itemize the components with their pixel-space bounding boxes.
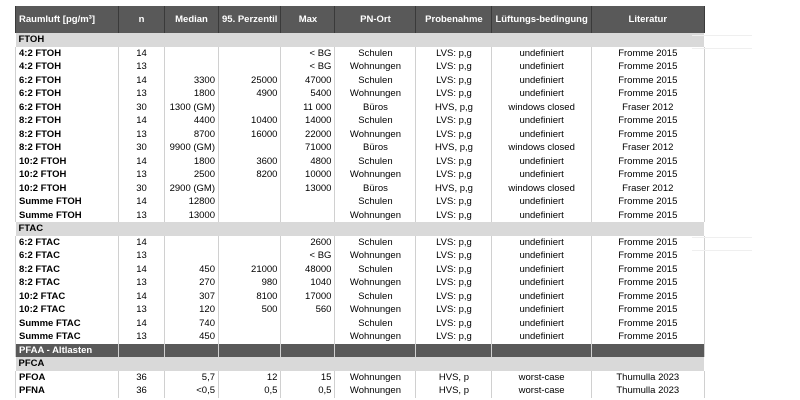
substance-cell[interactable]: 4:2 FTOH [16,60,119,74]
section-header-row [16,344,705,358]
p95-cell[interactable]: 3600 [219,155,281,169]
p95-cell[interactable] [219,101,281,115]
max-cell[interactable] [281,317,335,331]
literatur-cell[interactable]: Fromme 2015 [591,263,704,277]
probenahme-cell[interactable]: LVS: p,g [416,276,492,290]
substance-cell[interactable]: 10:2 FTOH [16,182,119,196]
pn-ort-cell[interactable]: Wohnungen [335,249,416,263]
group-header-row [16,33,705,47]
n-cell[interactable]: 14 [119,114,165,128]
n-cell[interactable]: 14 [119,47,165,61]
empty-cell[interactable] [416,344,492,358]
max-cell[interactable]: < BG [281,60,335,74]
empty-cell[interactable] [119,357,165,371]
lueftung-cell[interactable]: undefiniert [492,128,591,142]
lueftung-cell[interactable]: undefiniert [492,155,591,169]
lueftung-cell[interactable]: undefiniert [492,249,591,263]
median-cell[interactable]: 450 [165,263,219,277]
probenahme-cell[interactable]: HVS, p,g [416,141,492,155]
empty-cell[interactable] [335,344,416,358]
probenahme-cell[interactable]: LVS: p,g [416,47,492,61]
median-cell[interactable]: 740 [165,317,219,331]
empty-cell[interactable] [591,344,704,358]
lueftung-cell[interactable]: undefiniert [492,168,591,182]
table-row [16,87,705,101]
substance-cell[interactable]: 10:2 FTAC [16,303,119,317]
pn-ort-cell[interactable]: Wohnungen [335,276,416,290]
pn-ort-cell[interactable]: Schulen [335,263,416,277]
probenahme-cell[interactable]: LVS: p,g [416,128,492,142]
pn-ort-cell[interactable]: Schulen [335,290,416,304]
literatur-cell[interactable]: Fromme 2015 [591,236,704,250]
substance-cell[interactable]: 8:2 FTOH [16,128,119,142]
header-row [16,6,705,33]
p95-cell[interactable]: 25000 [219,74,281,88]
literatur-cell[interactable]: Fromme 2015 [591,74,704,88]
lueftung-cell[interactable]: undefiniert [492,236,591,250]
n-cell[interactable]: 13 [119,87,165,101]
lueftung-cell[interactable]: undefiniert [492,263,591,277]
median-cell[interactable]: 120 [165,303,219,317]
p95-cell[interactable] [219,47,281,61]
p95-cell[interactable]: 0,5 [219,384,281,398]
table-row [16,114,705,128]
empty-cell[interactable] [119,33,165,47]
max-cell[interactable]: 48000 [281,263,335,277]
n-cell[interactable]: 13 [119,303,165,317]
group-header-row [16,357,705,371]
empty-cell[interactable] [219,222,281,236]
pn-ort-cell[interactable]: Wohnungen [335,303,416,317]
gridline [692,237,752,238]
table-row [16,141,705,155]
n-cell[interactable]: 13 [119,209,165,223]
probenahme-cell[interactable]: LVS: p,g [416,114,492,128]
lueftung-cell[interactable]: worst-case [492,384,591,398]
substance-cell[interactable]: PFOA [16,371,119,385]
substance-cell[interactable]: Summe FTOH [16,209,119,223]
group-label[interactable]: FTAC [16,222,119,236]
lueftung-cell[interactable]: worst-case [492,371,591,385]
col-header-p95[interactable]: 95. Perzentil [219,6,281,33]
empty-cell[interactable] [335,357,416,371]
n-cell[interactable]: 14 [119,236,165,250]
p95-cell[interactable]: 4900 [219,87,281,101]
empty-cell[interactable] [335,222,416,236]
max-cell[interactable]: 1040 [281,276,335,290]
probenahme-cell[interactable]: LVS: p,g [416,87,492,101]
col-header-literatur[interactable]: Literatur [591,6,704,33]
col-header-pn-ort[interactable]: PN-Ort [335,6,416,33]
substance-cell[interactable]: 6:2 FTOH [16,101,119,115]
median-cell[interactable]: 450 [165,330,219,344]
probenahme-cell[interactable]: LVS: p,g [416,330,492,344]
table-row [16,303,705,317]
probenahme-cell[interactable]: LVS: p,g [416,60,492,74]
substance-cell[interactable]: 10:2 FTAC [16,290,119,304]
group-header-row [16,222,705,236]
table-row [16,290,705,304]
substance-cell[interactable]: 6:2 FTOH [16,87,119,101]
literatur-cell[interactable]: Fromme 2015 [591,87,704,101]
table-row [16,384,705,398]
empty-cell[interactable] [119,222,165,236]
table-row [16,128,705,142]
probenahme-cell[interactable]: LVS: p,g [416,209,492,223]
empty-cell[interactable] [416,222,492,236]
col-header-median[interactable]: Median [165,6,219,33]
p95-cell[interactable] [219,236,281,250]
table-row [16,249,705,263]
n-cell[interactable]: 36 [119,371,165,385]
median-cell[interactable]: <0,5 [165,384,219,398]
lueftung-cell[interactable]: undefiniert [492,209,591,223]
n-cell[interactable]: 14 [119,155,165,169]
empty-cell[interactable] [219,344,281,358]
n-cell[interactable]: 14 [119,195,165,209]
n-cell[interactable]: 13 [119,276,165,290]
p95-cell[interactable] [219,141,281,155]
substance-cell[interactable]: 10:2 FTOH [16,155,119,169]
literatur-cell[interactable]: Fromme 2015 [591,195,704,209]
empty-cell[interactable] [492,344,591,358]
probenahme-cell[interactable]: LVS: p,g [416,317,492,331]
probenahme-cell[interactable]: HVS, p,g [416,101,492,115]
pn-ort-cell[interactable]: Wohnungen [335,168,416,182]
literatur-cell[interactable]: Fromme 2015 [591,114,704,128]
median-cell[interactable]: 307 [165,290,219,304]
max-cell[interactable] [281,330,335,344]
probenahme-cell[interactable]: HVS, p [416,371,492,385]
substance-cell[interactable]: 6:2 FTAC [16,249,119,263]
section-label[interactable]: PFAA - Altlasten [16,344,119,358]
substance-cell[interactable]: Summe FTAC [16,330,119,344]
table-row [16,263,705,277]
max-cell[interactable]: 11 000 [281,101,335,115]
median-cell[interactable]: 5,7 [165,371,219,385]
substance-cell[interactable]: 10:2 FTOH [16,168,119,182]
literatur-cell[interactable]: Fromme 2015 [591,168,704,182]
substance-cell[interactable]: 8:2 FTAC [16,263,119,277]
lueftung-cell[interactable]: undefiniert [492,87,591,101]
lueftung-cell[interactable]: windows closed [492,101,591,115]
empty-cell[interactable] [591,222,704,236]
median-cell[interactable]: 4400 [165,114,219,128]
median-cell[interactable]: 1800 [165,155,219,169]
lueftung-cell[interactable]: windows closed [492,141,591,155]
median-cell[interactable] [165,60,219,74]
max-cell[interactable]: 14000 [281,114,335,128]
literatur-cell[interactable]: Fromme 2015 [591,276,704,290]
n-cell[interactable]: 14 [119,74,165,88]
table-row [16,276,705,290]
empty-cell[interactable] [591,357,704,371]
gridline [692,250,752,251]
table-row [16,168,705,182]
empty-cell[interactable] [335,33,416,47]
max-cell[interactable]: 17000 [281,290,335,304]
literatur-cell[interactable]: Fromme 2015 [591,209,704,223]
empty-cell[interactable] [416,357,492,371]
median-cell[interactable]: 9900 (GM) [165,141,219,155]
p95-cell[interactable]: 500 [219,303,281,317]
probenahme-cell[interactable]: LVS: p,g [416,263,492,277]
table-row [16,317,705,331]
lueftung-cell[interactable]: undefiniert [492,47,591,61]
empty-cell[interactable] [219,33,281,47]
pn-ort-cell[interactable]: Büros [335,101,416,115]
pn-ort-cell[interactable]: Wohnungen [335,209,416,223]
median-cell[interactable]: 1800 [165,87,219,101]
table-row [16,60,705,74]
probenahme-cell[interactable]: LVS: p,g [416,290,492,304]
probenahme-cell[interactable]: LVS: p,g [416,236,492,250]
lueftung-cell[interactable]: windows closed [492,182,591,196]
pn-ort-cell[interactable]: Wohnungen [335,330,416,344]
p95-cell[interactable] [219,60,281,74]
table-row [16,236,705,250]
max-cell[interactable]: 15 [281,371,335,385]
gridline [692,35,752,36]
pn-ort-cell[interactable]: Schulen [335,236,416,250]
literatur-cell[interactable]: Fromme 2015 [591,303,704,317]
empty-cell[interactable] [492,222,591,236]
median-cell[interactable] [165,236,219,250]
p95-cell[interactable]: 12 [219,371,281,385]
max-cell[interactable] [281,209,335,223]
empty-cell[interactable] [281,222,335,236]
table-row [16,155,705,169]
lueftung-cell[interactable]: undefiniert [492,60,591,74]
probenahme-cell[interactable]: LVS: p,g [416,155,492,169]
median-cell[interactable]: 13000 [165,209,219,223]
max-cell[interactable]: 5400 [281,87,335,101]
substance-cell[interactable]: 8:2 FTOH [16,141,119,155]
table-row [16,371,705,385]
n-cell[interactable]: 30 [119,182,165,196]
substance-cell[interactable]: Summe FTOH [16,195,119,209]
median-cell[interactable]: 2500 [165,168,219,182]
substance-cell[interactable]: 8:2 FTAC [16,276,119,290]
max-cell[interactable]: 22000 [281,128,335,142]
pn-ort-cell[interactable]: Schulen [335,114,416,128]
table-row [16,195,705,209]
empty-cell[interactable] [219,357,281,371]
empty-cell[interactable] [492,33,591,47]
max-cell[interactable]: < BG [281,47,335,61]
p95-cell[interactable]: 8200 [219,168,281,182]
median-cell[interactable]: 2900 (GM) [165,182,219,196]
col-header-n[interactable]: n [119,6,165,33]
empty-cell[interactable] [281,344,335,358]
p95-cell[interactable] [219,209,281,223]
n-cell[interactable]: 13 [119,330,165,344]
median-cell[interactable]: 3300 [165,74,219,88]
empty-cell[interactable] [119,344,165,358]
table-row [16,209,705,223]
pn-ort-cell[interactable]: Büros [335,141,416,155]
pn-ort-cell[interactable]: Schulen [335,47,416,61]
literatur-cell[interactable]: Fromme 2015 [591,155,704,169]
literatur-cell[interactable]: Fraser 2012 [591,141,704,155]
col-header-lueftung[interactable]: Lüftungs-bedingung [492,6,591,33]
p95-cell[interactable]: 980 [219,276,281,290]
lueftung-cell[interactable]: undefiniert [492,303,591,317]
n-cell[interactable]: 30 [119,101,165,115]
literatur-cell[interactable]: Fromme 2015 [591,47,704,61]
table-body [16,33,705,398]
gridline [692,48,752,49]
pn-ort-cell[interactable]: Büros [335,182,416,196]
substance-cell[interactable]: 8:2 FTOH [16,114,119,128]
n-cell[interactable]: 13 [119,168,165,182]
lueftung-cell[interactable]: undefiniert [492,74,591,88]
p95-cell[interactable]: 21000 [219,263,281,277]
probenahme-cell[interactable]: LVS: p,g [416,195,492,209]
max-cell[interactable]: 4800 [281,155,335,169]
pn-ort-cell[interactable]: Schulen [335,74,416,88]
group-label[interactable]: FTOH [16,33,119,47]
literatur-cell[interactable]: Fromme 2015 [591,60,704,74]
max-cell[interactable]: 2600 [281,236,335,250]
col-header-probenahme[interactable]: Probenahme [416,6,492,33]
n-cell[interactable]: 14 [119,263,165,277]
pn-ort-cell[interactable]: Schulen [335,195,416,209]
probenahme-cell[interactable]: LVS: p,g [416,303,492,317]
max-cell[interactable]: < BG [281,249,335,263]
median-cell[interactable]: 1300 (GM) [165,101,219,115]
n-cell[interactable]: 14 [119,317,165,331]
median-cell[interactable] [165,249,219,263]
n-cell[interactable]: 13 [119,60,165,74]
table-row [16,330,705,344]
pn-ort-cell[interactable]: Wohnungen [335,87,416,101]
median-cell[interactable]: 270 [165,276,219,290]
literatur-cell[interactable]: Fraser 2012 [591,101,704,115]
empty-cell[interactable] [492,357,591,371]
empty-cell[interactable] [165,222,219,236]
pn-ort-cell[interactable]: Wohnungen [335,371,416,385]
spreadsheet [15,6,705,398]
pn-ort-cell[interactable]: Wohnungen [335,128,416,142]
table-row [16,74,705,88]
lueftung-cell[interactable]: undefiniert [492,276,591,290]
max-cell[interactable] [281,195,335,209]
lueftung-cell[interactable]: undefiniert [492,195,591,209]
probenahme-cell[interactable]: LVS: p,g [416,74,492,88]
max-cell[interactable]: 560 [281,303,335,317]
median-cell[interactable]: 8700 [165,128,219,142]
max-cell[interactable]: 47000 [281,74,335,88]
substance-cell[interactable]: 6:2 FTOH [16,74,119,88]
probenahme-cell[interactable]: LVS: p,g [416,249,492,263]
p95-cell[interactable] [219,317,281,331]
p95-cell[interactable] [219,330,281,344]
max-cell[interactable]: 71000 [281,141,335,155]
lueftung-cell[interactable]: undefiniert [492,317,591,331]
p95-cell[interactable] [219,182,281,196]
probenahme-cell[interactable]: LVS: p,g [416,168,492,182]
p95-cell[interactable] [219,249,281,263]
p95-cell[interactable]: 8100 [219,290,281,304]
pn-ort-cell[interactable]: Schulen [335,155,416,169]
table-row [16,182,705,196]
indoor-air-table [15,6,705,398]
p95-cell[interactable]: 10400 [219,114,281,128]
literatur-cell[interactable]: Thumulla 2023 [591,384,704,398]
n-cell[interactable]: 30 [119,141,165,155]
col-header-raumluft[interactable]: Raumluft [pg/m³] [16,6,119,33]
pn-ort-cell[interactable]: Wohnungen [335,384,416,398]
median-cell[interactable]: 12800 [165,195,219,209]
table-row [16,101,705,115]
probenahme-cell[interactable]: HVS, p,g [416,182,492,196]
literatur-cell[interactable]: Fromme 2015 [591,330,704,344]
n-cell[interactable]: 13 [119,128,165,142]
lueftung-cell[interactable]: undefiniert [492,330,591,344]
literatur-cell[interactable]: Fraser 2012 [591,182,704,196]
group-label[interactable]: PFCA [16,357,119,371]
table-row [16,47,705,61]
col-header-max[interactable]: Max [281,6,335,33]
p95-cell[interactable]: 16000 [219,128,281,142]
literatur-cell[interactable]: Fromme 2015 [591,249,704,263]
empty-cell[interactable] [591,33,704,47]
substance-cell[interactable]: Summe FTAC [16,317,119,331]
substance-cell[interactable]: PFNA [16,384,119,398]
literatur-cell[interactable]: Fromme 2015 [591,290,704,304]
pn-ort-cell[interactable]: Schulen [335,317,416,331]
max-cell[interactable]: 10000 [281,168,335,182]
empty-cell[interactable] [416,33,492,47]
empty-cell[interactable] [281,357,335,371]
lueftung-cell[interactable]: undefiniert [492,290,591,304]
lueftung-cell[interactable]: undefiniert [492,114,591,128]
n-cell[interactable]: 36 [119,384,165,398]
literatur-cell[interactable]: Thumulla 2023 [591,371,704,385]
empty-cell[interactable] [165,357,219,371]
p95-cell[interactable] [219,195,281,209]
empty-cell[interactable] [165,33,219,47]
empty-cell[interactable] [165,344,219,358]
median-cell[interactable] [165,47,219,61]
probenahme-cell[interactable]: HVS, p [416,384,492,398]
literatur-cell[interactable]: Fromme 2015 [591,317,704,331]
substance-cell[interactable]: 6:2 FTAC [16,236,119,250]
empty-cell[interactable] [281,33,335,47]
substance-cell[interactable]: 4:2 FTOH [16,47,119,61]
max-cell[interactable]: 0,5 [281,384,335,398]
max-cell[interactable]: 13000 [281,182,335,196]
literatur-cell[interactable]: Fromme 2015 [591,128,704,142]
pn-ort-cell[interactable]: Wohnungen [335,60,416,74]
n-cell[interactable]: 14 [119,290,165,304]
n-cell[interactable]: 13 [119,249,165,263]
